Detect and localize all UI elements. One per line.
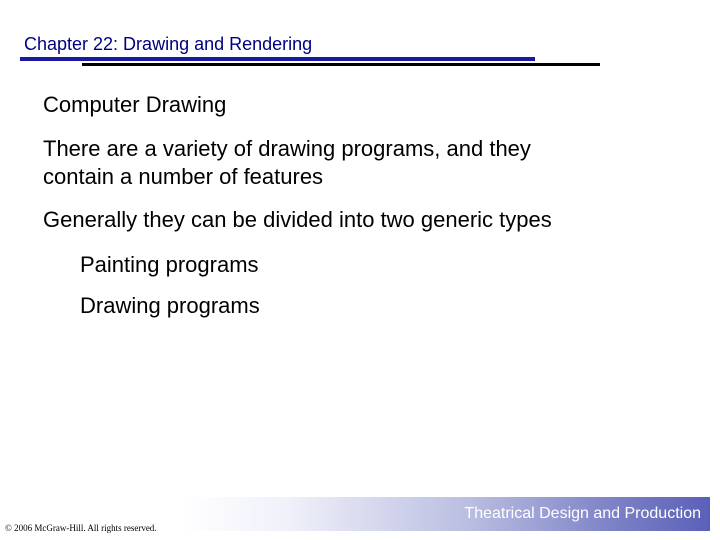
header-rule-blue xyxy=(20,57,535,61)
bullet-drawing-programs-variety xyxy=(43,135,531,191)
sub-bullet-painting-programs: Painting programs xyxy=(80,252,259,277)
copyright-notice: © 2006 McGraw-Hill. All rights reserved. xyxy=(5,523,157,533)
chapter-title: Chapter 22: Drawing and Rendering xyxy=(24,34,313,54)
bullet-computer-drawing: Computer Drawing xyxy=(43,92,227,117)
bullet-line-1: There are a variety of drawing programs, and they xyxy=(43,136,531,161)
footer-book-title: Theatrical Design and Production xyxy=(464,505,701,522)
sub-bullet-drawing-programs: Drawing programs xyxy=(80,293,260,318)
bullet-line-2: contain a number of features xyxy=(43,164,324,189)
bullet-generic-types: Generally they can be divided into two generic types xyxy=(43,207,552,232)
header-rule-black xyxy=(82,63,600,66)
